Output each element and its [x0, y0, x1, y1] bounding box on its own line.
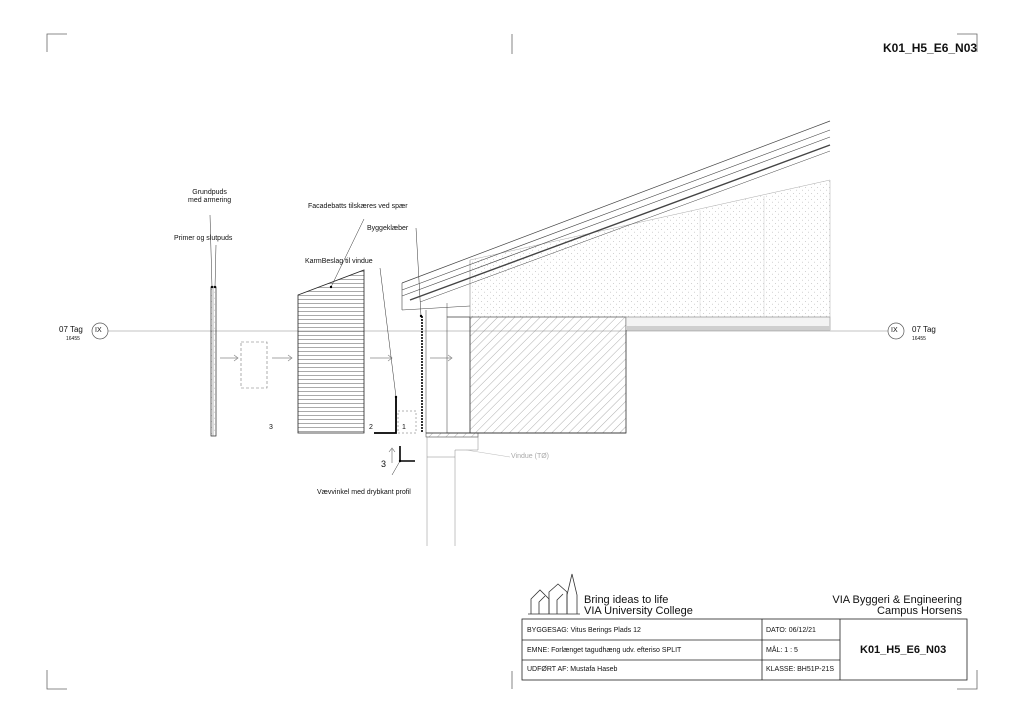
label-byggeklaeber: Byggeklæber	[367, 225, 409, 232]
label-facadebatts: Facadebatts tilskæres ved spær	[308, 203, 408, 210]
wall-section	[470, 317, 626, 433]
plaster-layer	[211, 287, 216, 436]
slogan-line1: Bring ideas to life	[584, 594, 669, 606]
field-emne: EMNE: Forlænget tagudhæng udv. efteriso SPLIT	[527, 647, 682, 654]
field-maal: MÅL: 1 : 5	[766, 647, 798, 654]
via-logo	[528, 574, 580, 614]
label-grundpuds: Grundpuds med armering	[188, 189, 232, 204]
org-line2: Campus Horsens	[877, 605, 962, 617]
label-primer: Primer og slutpuds	[174, 235, 233, 242]
drawing-number: K01_H5_E6_N03	[860, 644, 947, 656]
window-frame	[427, 437, 510, 546]
field-klasse: KLASSE: BH51P-21S	[766, 666, 835, 673]
label-karmbeslag: KarmBeslag til vindue	[305, 258, 373, 265]
roof-insulation	[470, 180, 830, 317]
slogan-line2: VIA University College	[584, 605, 693, 617]
field-byggesag: BYGGESAG: Vitus Berings Plads 12	[527, 627, 641, 634]
dashed-block	[241, 342, 267, 388]
vaevvinkel-profile	[400, 446, 415, 461]
step-label-3b: 3	[381, 459, 387, 469]
section-label-right: 07 Tag	[912, 325, 936, 334]
field-udfoert: UDFØRT AF: Mustafa Haseb	[527, 666, 618, 673]
org-line1: VIA Byggeri & Engineering	[832, 594, 962, 606]
sheet-id: K01_H5_E6_N03	[883, 41, 978, 55]
label-vaevvinkel: Vævvinkel med drybkant profil	[317, 489, 411, 496]
step-label-2: 2	[369, 424, 373, 431]
section-number-right: 16455	[912, 336, 926, 342]
karm-beslag	[374, 397, 396, 433]
step-label-1: 1	[402, 424, 406, 431]
label-vindue: Vindue (TØ)	[511, 453, 549, 460]
facade-batts	[298, 270, 364, 433]
section-symbol-right: IX	[891, 327, 898, 334]
field-dato: DATO: 06/12/21	[766, 627, 816, 634]
section-label-left: 07 Tag	[59, 325, 83, 334]
section-number-left: 16455	[66, 336, 80, 342]
step-label-3: 3	[269, 424, 273, 431]
section-symbol-left: IX	[95, 327, 102, 334]
